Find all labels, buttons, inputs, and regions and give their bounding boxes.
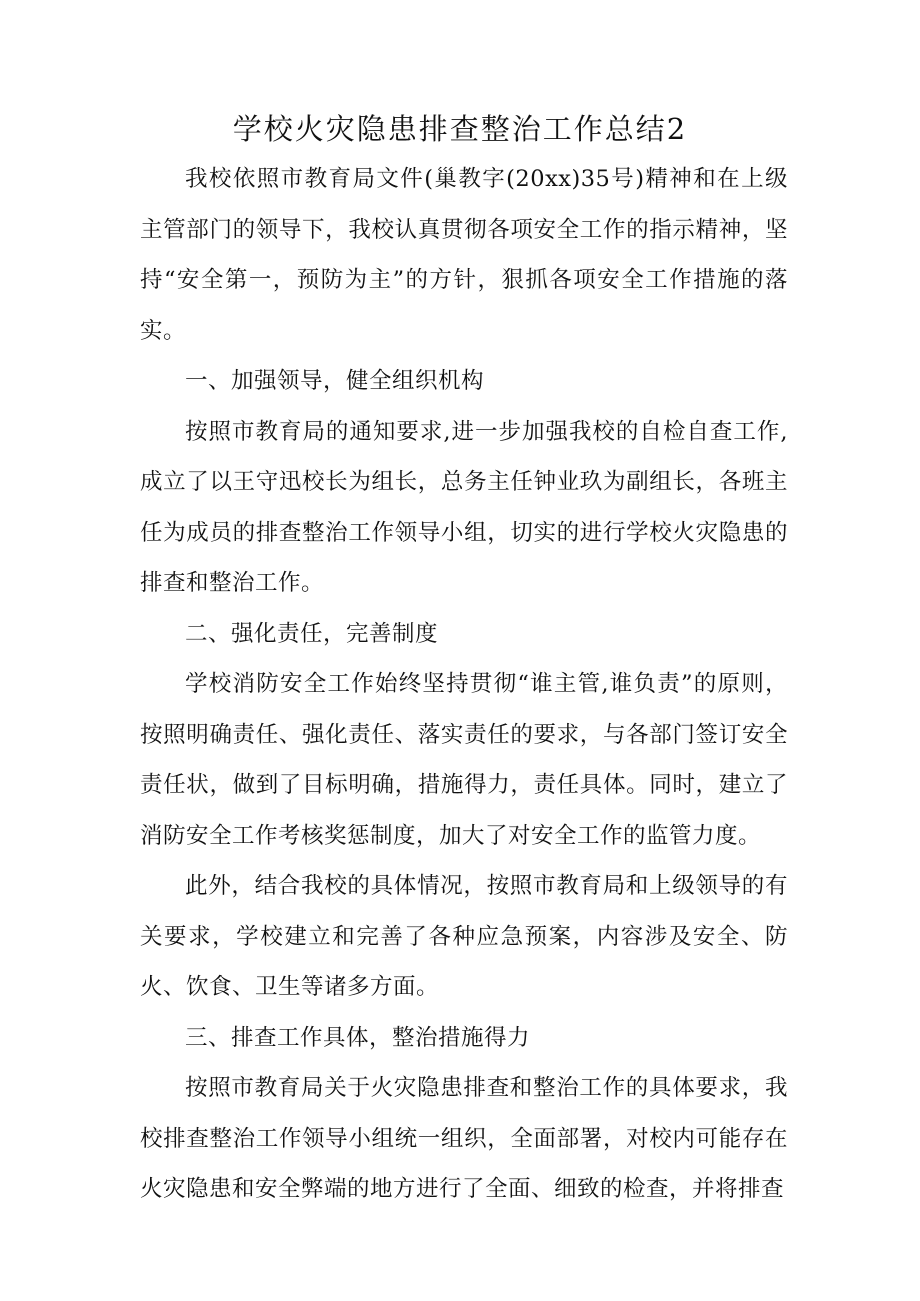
paragraph-intro: 我校依照市教育局文件(巢教字(20xx)35号)精神和在上级主管部门的领导下，我校认真贯彻各项安全工作的指示精神，坚持“安全第一，预防为主”的方针，狠抓各项安全工作措施的落实。 xyxy=(140,166,788,344)
paragraph-3: 此外，结合我校的具体情况，按照市教育局和上级领导的有关要求，学校建立和完善了各种应急预案，内容涉及安全、防火、饮食、卫生等诸多方面。 xyxy=(140,873,788,1000)
paragraph-2: 学校消防安全工作始终坚持贯彻“谁主管,谁负责”的原则，按照明确责任、强化责任、落实责任的要求，与各部门签订安全责任状，做到了目标明确，措施得力，责任具体。同时，建立了消防安全工作考核奖惩制度，加大了对安全工作的监管力度。 xyxy=(140,671,788,849)
paragraph-1: 按照市教育局的通知要求,进一步加强我校的自检自查工作,成立了以王守迅校长为组长，总务主任钟业玖为副组长，各班主任为成员的排查整治工作领导小组，切实的进行学校火灾隐患的排查和整治工作。 xyxy=(140,418,788,596)
document-body xyxy=(140,154,788,1215)
section-heading-3: 三、排查工作具体，整治措施得力 xyxy=(185,1024,531,1051)
paragraph-4: 按照市教育局关于火灾隐患排查和整治工作的具体要求，我校排查整治工作领导小组统一组织，全面部署，对校内可能存在火灾隐患和安全弊端的地方进行了全面、细致的检查，并将排查 xyxy=(140,1075,788,1202)
section-heading-2: 二、强化责任，完善制度 xyxy=(185,620,439,647)
section-heading-1: 一、加强领导，健全组织机构 xyxy=(185,368,485,394)
document-title: 学校火灾隐患排查整治工作总结2 xyxy=(232,112,688,146)
